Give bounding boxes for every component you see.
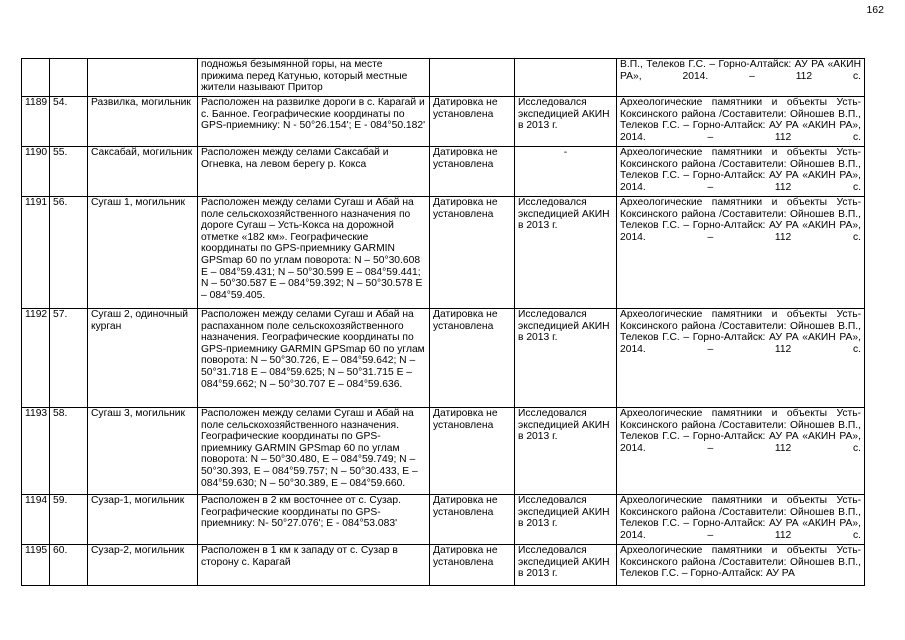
literature-cell: Археологические памятники и объекты Усть-Коксинского района /Составители: Ойношев В.П., Телеков Г.С. – Горно-Алтайск: АУ РА «АКИН РА», 2014. – 112 с. xyxy=(617,97,865,147)
location-cell: Расположен между селами Саксабай и Огневка, на левом берегу р. Кокса xyxy=(198,147,430,197)
table-row xyxy=(22,408,865,495)
monument-name-cell: Развилка, могильник xyxy=(88,97,198,147)
registry-number-cell: 1195 xyxy=(22,545,50,586)
item-number-cell: 55. xyxy=(50,147,88,197)
monument-name-cell xyxy=(88,59,198,97)
registry-number-cell: 1194 xyxy=(22,495,50,545)
literature-cell: Археологические памятники и объекты Усть-Коксинского района /Составители: Ойношев В.П., Телеков Г.С. – Горно-Алтайск: АУ РА «АКИН РА», 2014. – 112 с. xyxy=(617,408,865,495)
item-number-cell xyxy=(50,59,88,97)
dating-cell: Датировка не установлена xyxy=(430,545,515,586)
table-row xyxy=(22,97,865,147)
location-cell: Расположен между селами Сугаш и Абай на поле сельскохозяйственного назначения. Географические координаты по GPS-приемнику GARMIN GPSmap 60 по углам поворота: N – 50°30.480, E – 084°59.749; N – 50°30.393, E – 084°59.757; N – 50°30.433, E – 084°59.630; N – 50°30.389, E – 084°59.660. xyxy=(198,408,430,495)
table-row xyxy=(22,59,865,97)
literature-cell: Археологические памятники и объекты Усть-Коксинского района /Составители: Ойношев В.П., Телеков Г.С. – Горно-Алтайск: АУ РА «АКИН РА», 2014. – 112 с. xyxy=(617,147,865,197)
dating-cell: Датировка не установлена xyxy=(430,495,515,545)
table-row xyxy=(22,147,865,197)
registry-number-cell: 1189 xyxy=(22,97,50,147)
item-number-cell: 60. xyxy=(50,545,88,586)
item-number-cell: 57. xyxy=(50,309,88,408)
research-status-cell: Исследовался экспедицией АКИН в 2013 г. xyxy=(515,545,617,586)
literature-cell: В.П., Телеков Г.С. – Горно-Алтайск: АУ РА «АКИН РА», 2014. – 112 с. xyxy=(617,59,865,97)
dating-cell: Датировка не установлена xyxy=(430,97,515,147)
monument-name-cell: Сузар-2, могильник xyxy=(88,545,198,586)
monument-name-cell: Сугаш 2, одиночный курган xyxy=(88,309,198,408)
table-row xyxy=(22,495,865,545)
dating-cell: Датировка не установлена xyxy=(430,408,515,495)
item-number-cell: 54. xyxy=(50,97,88,147)
dating-cell: Датировка не установлена xyxy=(430,197,515,309)
location-cell: Расположен между селами Сугаш и Абай на распаханном поле сельскохозяйственного назначения. Географические координаты по GPS-приемнику GARMIN GPSmap 60 по углам поворота: N – 50°30.726, E – 084°59.642; N – 50°31.718 E – 084°59.625; N – 50°31.715 E – 084°59.662; N – 50°30.707 E – 084°59.636. xyxy=(198,309,430,408)
dating-cell: Датировка не установлена xyxy=(430,147,515,197)
literature-cell: Археологические памятники и объекты Усть-Коксинского района /Составители: Ойношев В.П., Телеков Г.С. – Горно-Алтайск: АУ РА «АКИН РА», 2014. – 112 с. xyxy=(617,309,865,408)
location-cell: подножья безымянной горы, на месте прижима перед Катунью, который местные жители называют Притор xyxy=(198,59,430,97)
registry-number-cell: 1190 xyxy=(22,147,50,197)
registry-number-cell xyxy=(22,59,50,97)
table-row xyxy=(22,197,865,309)
research-status-cell: Исследовался экспедицией АКИН в 2013 г. xyxy=(515,197,617,309)
research-status-cell xyxy=(515,59,617,97)
item-number-cell: 56. xyxy=(50,197,88,309)
monument-name-cell: Сугаш 3, могильник xyxy=(88,408,198,495)
page-number: 162 xyxy=(866,4,884,16)
location-cell: Расположен между селами Сугаш и Абай на поле сельскохозяйственного назначения по дороге Сугаш – Усть-Кокса на дорожной отметке «182 км». Географические координаты по GPS-приемнику GARMIN GPSmap 60 по углам поворота: N – 50°30.608 E – 084°59.431; N – 50°30.599 E – 084°59.441; N – 50°30.587 E – 084°59.392; N – 50°30.578 E – 084°59.405. xyxy=(198,197,430,309)
research-status-cell: Исследовался экспедицией АКИН в 2013 г. xyxy=(515,309,617,408)
research-status-cell: Исследовался экспедицией АКИН в 2013 г. xyxy=(515,97,617,147)
table-row xyxy=(22,545,865,586)
literature-cell: Археологические памятники и объекты Усть-Коксинского района /Составители: Ойношев В.П., Телеков Г.С. – Горно-Алтайск: АУ РА «АКИН РА», 2014. – 112 с. xyxy=(617,197,865,309)
table-row xyxy=(22,309,865,408)
literature-cell: Археологические памятники и объекты Усть-Коксинского района /Составители: Ойношев В.П., Телеков Г.С. – Горно-Алтайск: АУ РА xyxy=(617,545,865,586)
monuments-table xyxy=(21,58,865,586)
item-number-cell: 59. xyxy=(50,495,88,545)
location-cell: Расположен на развилке дороги в с. Карагай и с. Банное. Географические координаты по GPS-приемнику: N - 50°26.154'; E - 084°50.182' xyxy=(198,97,430,147)
research-status-cell: Исследовался экспедицией АКИН в 2013 г. xyxy=(515,495,617,545)
location-cell: Расположен в 1 км к западу от с. Сузар в сторону с. Карагай xyxy=(198,545,430,586)
registry-number-cell: 1191 xyxy=(22,197,50,309)
monument-name-cell: Сугаш 1, могильник xyxy=(88,197,198,309)
monument-name-cell: Сузар-1, могильник xyxy=(88,495,198,545)
research-status-cell: Исследовался экспедицией АКИН в 2013 г. xyxy=(515,408,617,495)
location-cell: Расположен в 2 км восточнее от с. Сузар. Географические координаты по GPS-приемнику: N- 50°27.076'; E - 084°53.083' xyxy=(198,495,430,545)
monument-name-cell: Саксабай, могильник xyxy=(88,147,198,197)
dating-cell: Датировка не установлена xyxy=(430,309,515,408)
dating-cell xyxy=(430,59,515,97)
registry-number-cell: 1193 xyxy=(22,408,50,495)
item-number-cell: 58. xyxy=(50,408,88,495)
literature-cell: Археологические памятники и объекты Усть-Коксинского района /Составители: Ойношев В.П., Телеков Г.С. – Горно-Алтайск: АУ РА «АКИН РА», 2014. – 112 с. xyxy=(617,495,865,545)
research-status-cell: - xyxy=(515,147,617,197)
table-body xyxy=(22,59,865,586)
registry-number-cell: 1192 xyxy=(22,309,50,408)
